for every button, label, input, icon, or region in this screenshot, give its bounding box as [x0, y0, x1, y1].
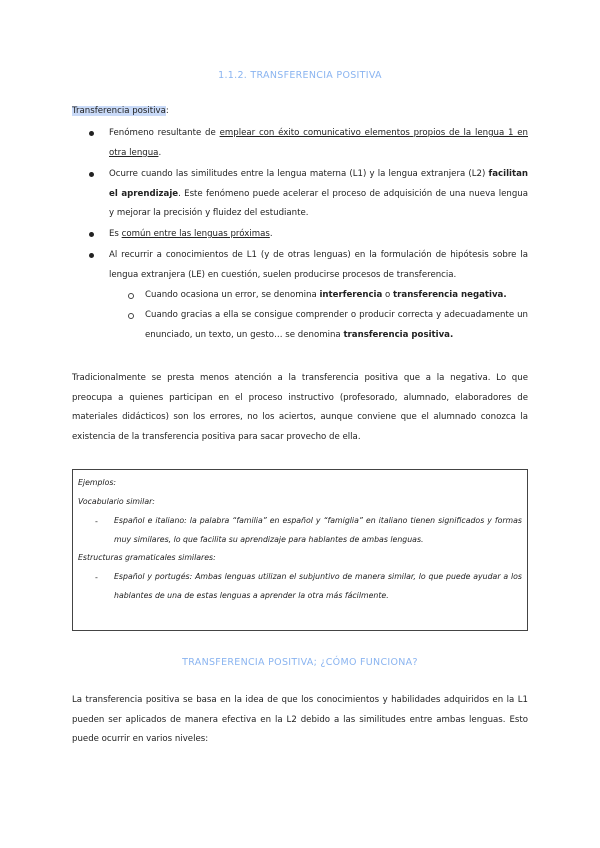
bullet-dot-icon: [89, 253, 94, 258]
dash-marker: -: [95, 517, 98, 526]
structures-label: Estructuras gramaticales similares:: [78, 553, 216, 562]
bullet-1-text: Fenómeno resultante de: [109, 128, 220, 138]
examples-box: [72, 469, 528, 631]
sub-bullet-1-bold-a: interferencia: [319, 290, 383, 300]
section-title: 1.1.2. TRANSFERENCIA POSITIVA: [218, 70, 382, 81]
structures-example: Español y portugés: Ambas lenguas utilizan el subjuntivo de manera similar, lo que puede ayudar a los hablantes de una de estas lenguas a aprender la otra más fácilmente.: [114, 572, 522, 600]
bullet-2-end: . Este fenómeno puede acelerar el proceso de adquisición de una nueva lengua y mejorar la precisión y fluidez del estudiante.: [109, 188, 528, 219]
bullet-circle-icon: [128, 293, 134, 299]
bullet-3-underlined: común entre las lenguas próximas: [121, 229, 270, 239]
bullet-dot-icon: [89, 172, 94, 177]
vocab-label: Vocabulario similar:: [78, 497, 155, 506]
bullet-1-end: .: [158, 147, 162, 158]
heading-highlight: Transferencia positiva: [72, 106, 166, 116]
sub-bullet-1-text: Cuando ocasiona un error, se denomina: [145, 290, 320, 300]
vocab-example: Español e italiano: la palabra “familia” en español y “famiglia” en italiano tienen significados y formas muy similares, lo que facilita su aprendizaje para hablantes de ambas lenguas.: [114, 516, 522, 544]
paragraph-2: La transferencia positiva se basa en la idea de que los conocimientos y habilidades adquiridos en la L1 pueden ser aplicados de manera efectiva en la L2 debido a las similitudes entre ambas lenguas. Esto puede ocurrir en varios niveles:: [72, 695, 528, 745]
sub-bullet-1: [145, 286, 528, 306]
bullet-3-end: .: [269, 229, 273, 239]
bullet-item-3: [109, 225, 528, 245]
bullet-item-2: [109, 165, 528, 224]
examples-title: Ejemplos:: [78, 478, 117, 487]
heading-colon: :: [165, 106, 169, 116]
sub-bullet-2-bold: transferencia positiva.: [343, 329, 454, 340]
sub-bullet-2-text: Cuando gracias a ella se consigue comprender o producir correcta y adecuadamente un enunciado, un texto, un gesto… se denomina: [145, 310, 528, 340]
dash-marker: -: [95, 573, 98, 582]
bullet-1-underlined: emplear con éxito comunicativo elementos propios de la lengua 1 en otra lengua: [109, 128, 528, 158]
sub-bullet-1-bold-b: transferencia negativa.: [393, 290, 507, 300]
bullet-item-1: [109, 124, 528, 163]
bullet-2-bold: facilitan el aprendizaje: [109, 169, 528, 199]
bullet-circle-icon: [128, 313, 134, 319]
paragraph-1: Tradicionalmente se presta menos atención a la transferencia positiva que a la negativa. Lo que preocupa a quienes participan en el proceso instructivo (profesorado, alumnado, elaboradores de materiales didácticos) son los errores, no los aciertos, aunque conviene que el alumnado conozca la existencia de la transferencia positiva para sacar provecho de ella.: [72, 373, 528, 442]
section-2-title: TRANSFERENCIA POSITIVA; ¿CÓMO FUNCIONA?: [182, 657, 418, 668]
bullet-dot-icon: [89, 232, 94, 237]
bullet-3-text: Es: [109, 229, 122, 239]
sub-bullet-2: [145, 306, 528, 345]
bullet-item-4: Al recurrir a conocimientos de L1 (y de otras lenguas) en la formulación de hipótesis sobre la lengua extranjera (LE) en cuestión, suelen producirse procesos de transferencia.: [109, 250, 528, 280]
bullet-2-text: Ocurre cuando las similitudes entre la lengua materna (L1) y la lengua extranjera (L2): [109, 169, 489, 179]
bullet-dot-icon: [89, 131, 94, 136]
subsection-heading: [72, 102, 169, 122]
sub-bullet-1-mid: o: [382, 290, 394, 300]
